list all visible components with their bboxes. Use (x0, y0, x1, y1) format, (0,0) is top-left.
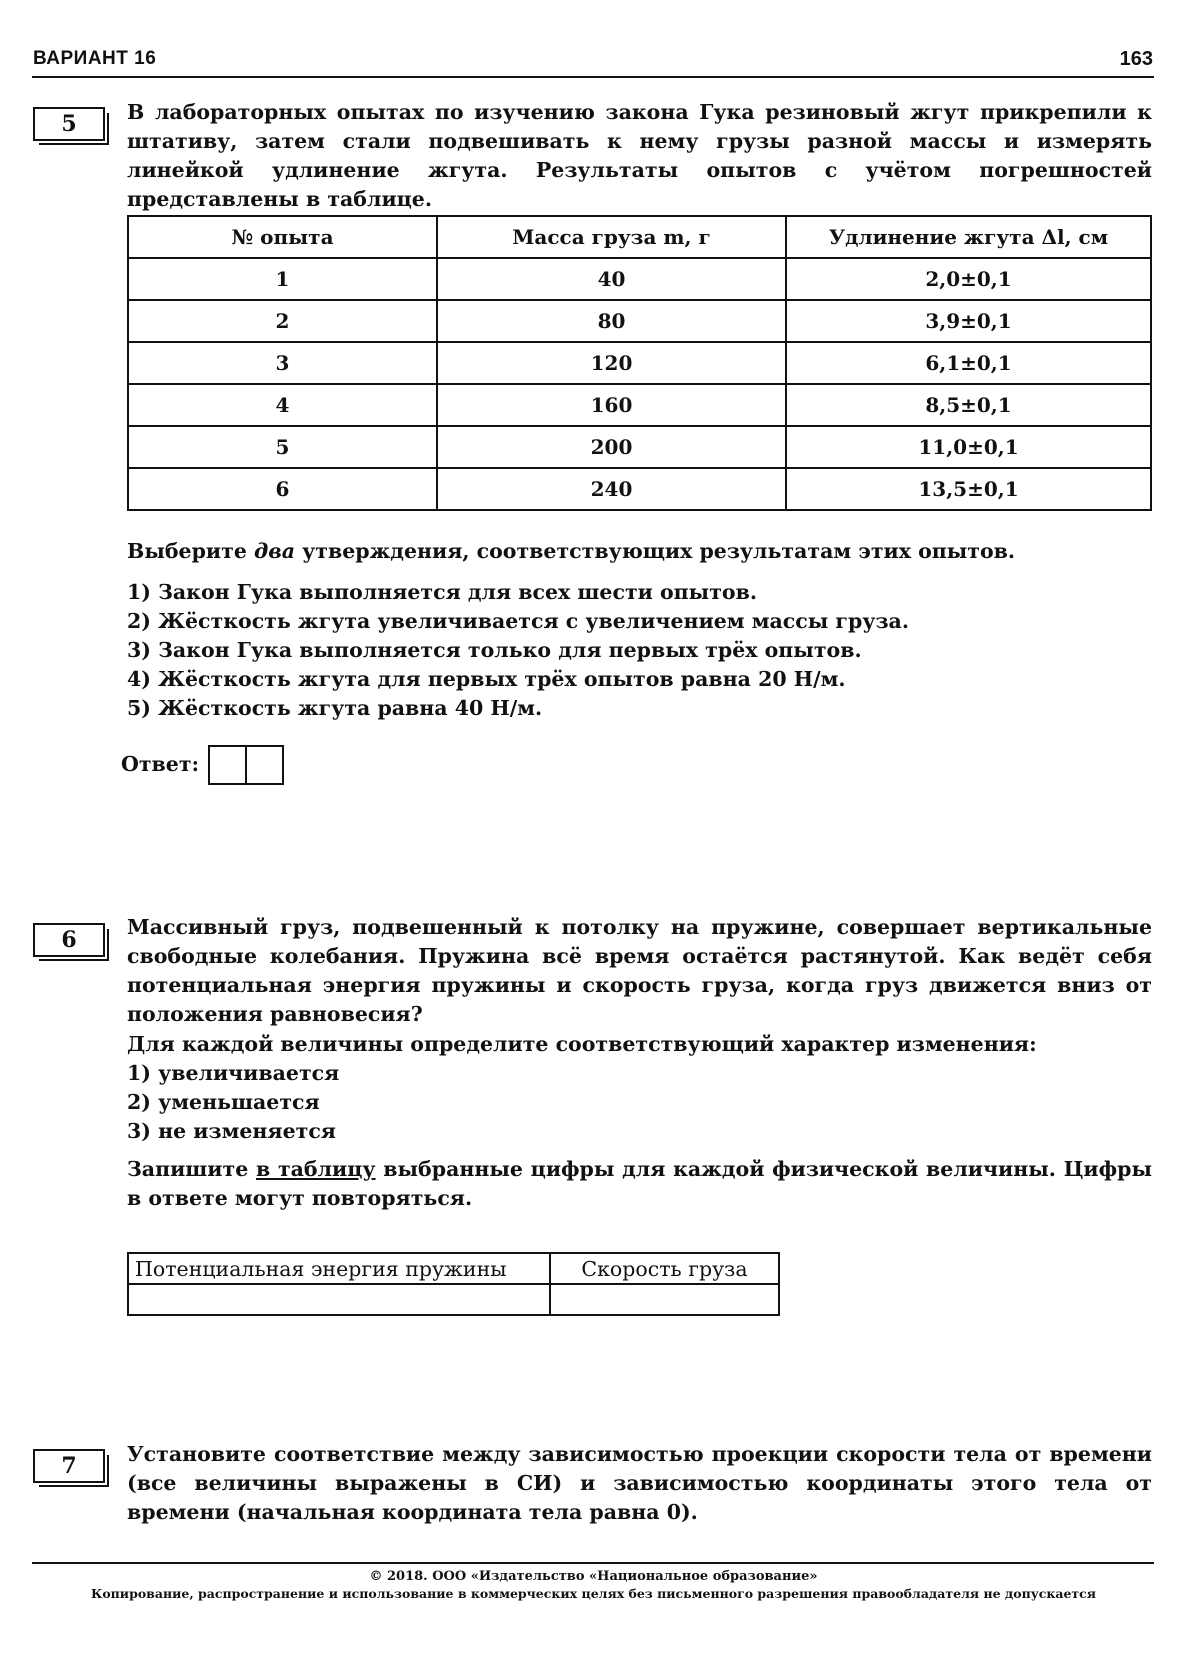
table-row (128, 384, 1151, 426)
prompt-after: утверждения, соответствующих результатам этих опытов. (295, 539, 1016, 563)
header-divider (32, 76, 1154, 78)
prompt-before: Выберите (127, 539, 255, 563)
write-before: Запишите (127, 1157, 256, 1181)
question-6-text: Массивный груз, подвешенный к потолку на пружине, совершает вертикальные свободные колебания. Пружина всё время остаётся растянутой. Как ведёт себя потенциальная энергия пружины и скорость груза, когда груз движется вниз от положения равновесия? (127, 915, 1152, 1026)
cell-mass: 160 (437, 384, 786, 426)
cell-experiment: 6 (128, 468, 437, 510)
cell-elongation: 3,9±0,1 (786, 300, 1151, 342)
list-item: 1) Закон Гука выполняется для всех шести опытов. (127, 580, 757, 604)
question-6-instruction: Для каждой величины определите соответствующий характер изменения: (127, 1032, 1037, 1056)
question-5-number: 5 (33, 107, 105, 141)
footer-divider (32, 1562, 1154, 1564)
list-item: 2) Жёсткость жгута увеличивается с увеличением массы груза. (127, 609, 909, 633)
question-5-text: В лабораторных опытах по изучению закона Гука резиновый жгут прикрепили к штативу, затем стали подвешивать к нему грузы разной массы и измерять линейкой удлинение жгута. Результаты опытов с учётом погрешностей представлены в таблице. (127, 100, 1152, 211)
question-7-text: Установите соответствие между зависимостью проекции скорости тела от времени (все величины выражены в СИ) и зависимостью координаты этого тела от времени (начальная координата тела равна 0). (127, 1442, 1152, 1524)
column-header-experiment: № опыта (128, 216, 437, 258)
answer-cell-1[interactable] (210, 747, 247, 783)
list-item: 2) уменьшается (127, 1090, 320, 1114)
cell-experiment: 2 (128, 300, 437, 342)
answer-box (208, 745, 284, 785)
answer-cell-potential-energy[interactable] (128, 1284, 550, 1315)
cell-elongation: 2,0±0,1 (786, 258, 1151, 300)
answer-label: Ответ: (121, 752, 200, 776)
table-row (128, 342, 1151, 384)
table-row (128, 468, 1151, 510)
cell-mass: 200 (437, 426, 786, 468)
table-row (128, 1284, 779, 1315)
write-after: выбранные цифры для каждой физической величины. Цифры в ответе могут повторяться. (127, 1157, 1153, 1210)
hooke-results-table (127, 215, 1152, 511)
table-row (128, 258, 1151, 300)
column-header-elongation: Удлинение жгута Δl, см (786, 216, 1151, 258)
cell-mass: 240 (437, 468, 786, 510)
answer-cell-2[interactable] (247, 747, 282, 783)
write-underlined: в таблицу (255, 1157, 376, 1181)
variant-title: ВАРИАНТ 16 (33, 48, 157, 69)
cell-elongation: 6,1±0,1 (786, 342, 1151, 384)
cell-mass: 40 (437, 258, 786, 300)
column-header-potential-energy: Потенциальная энергия пружины (128, 1253, 550, 1284)
list-item: 3) Закон Гука выполняется только для первых трёх опытов. (127, 638, 862, 662)
cell-experiment: 5 (128, 426, 437, 468)
page-number: 163 (1119, 48, 1153, 70)
cell-elongation: 11,0±0,1 (786, 426, 1151, 468)
footer-notice: Копирование, распространение и использование в коммерческих целях без письменного разрешения правообладателя не допускается (90, 1586, 1097, 1601)
cell-elongation: 8,5±0,1 (786, 384, 1151, 426)
cell-mass: 120 (437, 342, 786, 384)
question-6-write-instruction (127, 1155, 1152, 1213)
cell-experiment: 4 (128, 384, 437, 426)
answer-cell-speed[interactable] (550, 1284, 779, 1315)
table-row (128, 426, 1151, 468)
question-5-options (127, 578, 909, 723)
cell-mass: 80 (437, 300, 786, 342)
question-6-options (127, 1059, 339, 1146)
cell-experiment: 3 (128, 342, 437, 384)
column-header-speed: Скорость груза (550, 1253, 779, 1284)
list-item: 4) Жёсткость жгута для первых трёх опытов равна 20 Н/м. (127, 667, 846, 691)
question-6-number: 6 (33, 923, 105, 957)
list-item: 5) Жёсткость жгута равна 40 Н/м. (127, 696, 543, 720)
cell-experiment: 1 (128, 258, 437, 300)
table-header-row (128, 216, 1151, 258)
table-header-row (128, 1253, 779, 1284)
list-item: 3) не изменяется (127, 1119, 336, 1143)
table-row (128, 300, 1151, 342)
prompt-emphasis: два (254, 539, 296, 563)
list-item: 1) увеличивается (127, 1061, 340, 1085)
footer-copyright: © 2018. ООО «Издательство «Национальное образование» (369, 1569, 818, 1584)
question-7-number: 7 (33, 1449, 105, 1483)
column-header-mass: Масса груза m, г (437, 216, 786, 258)
question-5-prompt (127, 537, 1015, 566)
question-6-answer-table (127, 1252, 780, 1316)
cell-elongation: 13,5±0,1 (786, 468, 1151, 510)
